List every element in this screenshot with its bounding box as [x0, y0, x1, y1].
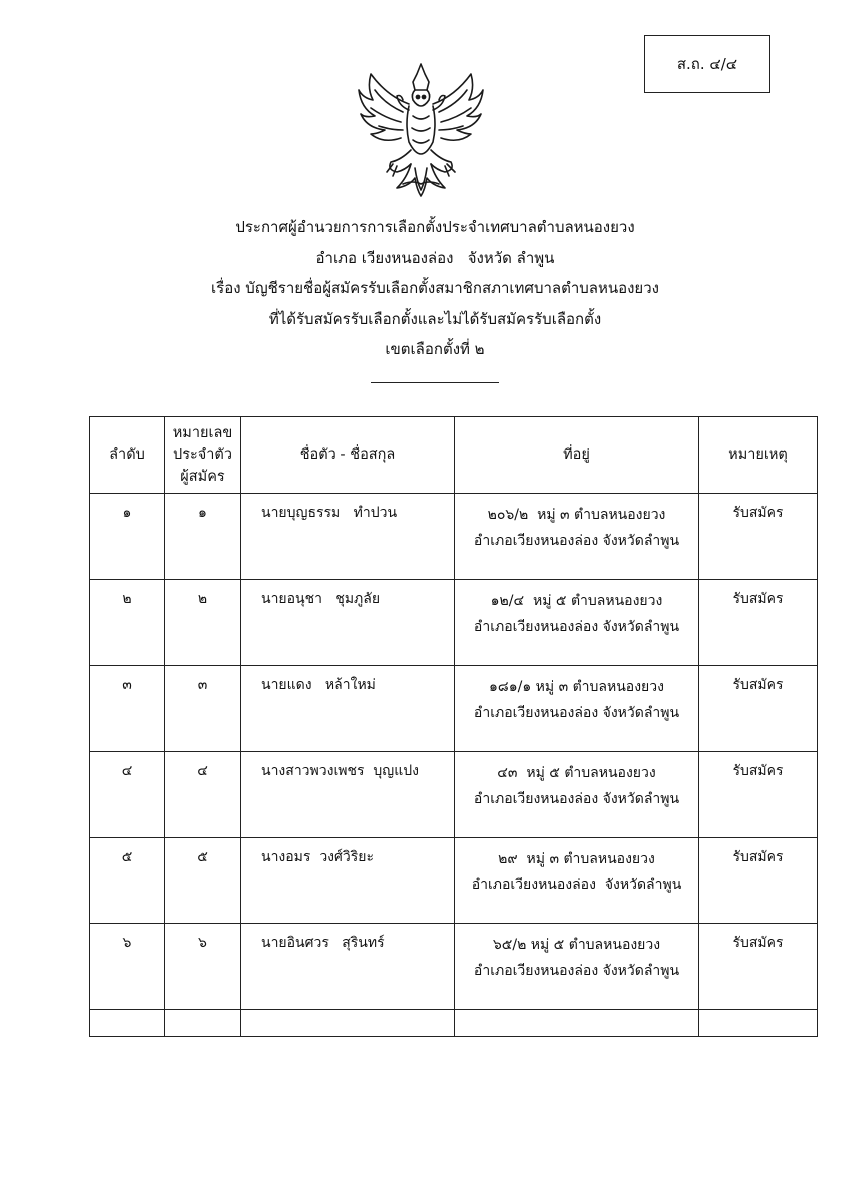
row-address-line-2: อำเภอเวียงหนองล่อง จังหวัดลำพูน: [473, 791, 680, 807]
row-name: นายอนุชา ชุมภูลัย: [241, 580, 455, 666]
row-number: ๑: [165, 494, 241, 580]
form-code-label: ส.ถ. ๔/๔: [676, 55, 738, 73]
announcement-heading: [150, 212, 720, 365]
blank-cell: [455, 1010, 699, 1037]
header-remark: หมายเหตุ: [699, 417, 818, 494]
row-address: [455, 666, 699, 752]
heading-line-4: ที่ได้รับสมัครรับเลือกตั้งและไม่ได้รับสมัครรับเลือกตั้ง: [268, 309, 602, 328]
row-address-line-1: ๒๐๖/๒ หมู่ ๓ ตำบลหนองยวง: [487, 507, 666, 523]
row-address-line-1: ๑๘๑/๑ หมู่ ๓ ตำบลหนองยวง: [489, 679, 664, 695]
row-address-line-2: อำเภอเวียงหนองล่อง จังหวัดลำพูน: [471, 877, 682, 893]
row-address-line-2: อำเภอเวียงหนองล่อง จังหวัดลำพูน: [473, 619, 680, 635]
row-name: นายอินศวร สุรินทร์: [241, 924, 455, 1010]
blank-cell: [165, 1010, 241, 1037]
blank-cell: [699, 1010, 818, 1037]
row-order: ๔: [90, 752, 165, 838]
row-remark: รับสมัคร: [699, 838, 818, 924]
row-name: นางสาวพวงเพชร บุญแปง: [241, 752, 455, 838]
row-name: นายบุญธรรม ทำปวน: [241, 494, 455, 580]
row-remark: รับสมัคร: [699, 580, 818, 666]
header-number-line-2: ประจำตัว: [173, 447, 232, 463]
table-row: [90, 752, 818, 838]
header-number-line-1: หมายเลข: [172, 425, 233, 441]
table-row-blank: [90, 1010, 818, 1037]
table-row: [90, 494, 818, 580]
header-candidate-number: [165, 417, 241, 494]
table-row: [90, 580, 818, 666]
row-number: ๒: [165, 580, 241, 666]
row-address-line-2: อำเภอเวียงหนองล่อง จังหวัดลำพูน: [473, 705, 680, 721]
row-order: ๓: [90, 666, 165, 752]
row-address: [455, 752, 699, 838]
candidate-table: [89, 416, 818, 1037]
row-remark: รับสมัคร: [699, 494, 818, 580]
row-address-line-2: อำเภอเวียงหนองล่อง จังหวัดลำพูน: [473, 533, 680, 549]
heading-line-1: ประกาศผู้อำนวยการการเลือกตั้งประจำเทศบาลตำบลหนองยวง: [235, 218, 635, 236]
form-code-box: [644, 35, 770, 93]
header-order: ลำดับ: [90, 417, 165, 494]
row-number: ๖: [165, 924, 241, 1010]
row-number: ๕: [165, 838, 241, 924]
heading-line-3: เรื่อง บัญชีรายชื่อผู้สมัครรับเลือกตั้งสมาชิกสภาเทศบาลตำบลหนองยวง: [211, 279, 659, 297]
row-address-line-1: ๖๕/๒ หมู่ ๕ ตำบลหนองยวง: [492, 937, 661, 953]
heading-line-5: เขตเลือกตั้งที่ ๒: [385, 340, 485, 358]
header-address: ที่อยู่: [455, 417, 699, 494]
row-address-line-1: ๒๙ หมู่ ๓ ตำบลหนองยวง: [498, 851, 655, 867]
row-order: ๖: [90, 924, 165, 1010]
row-order: ๒: [90, 580, 165, 666]
heading-line-2: อำเภอ เวียงหนองล่อง จังหวัด ลำพูน: [315, 248, 555, 267]
row-address: [455, 924, 699, 1010]
heading-divider: [371, 382, 499, 383]
blank-cell: [90, 1010, 165, 1037]
row-name: นายแดง หล้าใหม่: [241, 666, 455, 752]
row-address-line-1: ๔๓ หมู่ ๕ ตำบลหนองยวง: [497, 765, 656, 781]
row-address-line-2: อำเภอเวียงหนองล่อง จังหวัดลำพูน: [473, 963, 680, 979]
header-name: ชื่อตัว - ชื่อสกุล: [241, 417, 455, 494]
table-row: [90, 666, 818, 752]
row-number: ๔: [165, 752, 241, 838]
row-address-line-1: ๑๒/๔ หมู่ ๕ ตำบลหนองยวง: [490, 593, 663, 609]
row-remark: รับสมัคร: [699, 752, 818, 838]
row-address: [455, 838, 699, 924]
row-remark: รับสมัคร: [699, 924, 818, 1010]
blank-cell: [241, 1010, 455, 1037]
row-order: ๕: [90, 838, 165, 924]
row-number: ๓: [165, 666, 241, 752]
row-address: [455, 494, 699, 580]
row-order: ๑: [90, 494, 165, 580]
table-row: [90, 838, 818, 924]
table-row: [90, 924, 818, 1010]
row-address: [455, 580, 699, 666]
header-number-line-3: ผู้สมัคร: [180, 469, 225, 485]
garuda-emblem-icon: [357, 60, 485, 200]
row-name: นางอมร วงศ์วิริยะ: [241, 838, 455, 924]
row-remark: รับสมัคร: [699, 666, 818, 752]
table-header-row: [90, 417, 818, 494]
